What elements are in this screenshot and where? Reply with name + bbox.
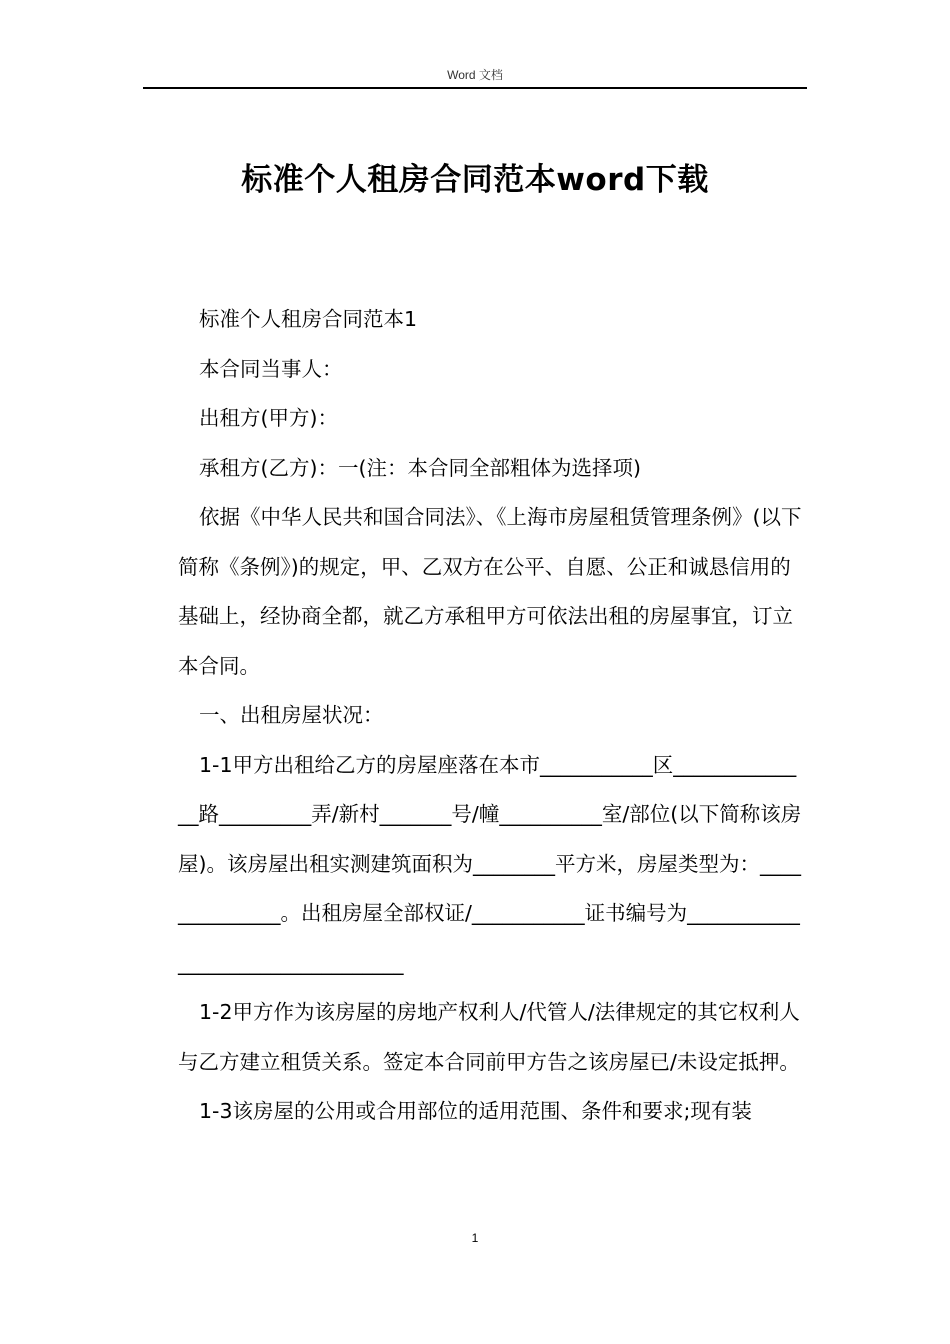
paragraph-clause-1-1: 1-1甲方出租给乙方的房屋座落在本市___________区______________路_________弄/新村_______号/幢__________室/部位(以下简称该房屋)。该房屋出租实测建筑面积为________平方米，房屋类型为：______________。出租房屋全部权证/___________证书编号为_________________________________: [178, 752, 802, 975]
paragraph-section-heading: 标准个人租房合同范本1: [199, 307, 418, 331]
header-divider: [143, 87, 807, 89]
paragraph-lessor: 出租方(甲方)：: [199, 406, 338, 430]
paragraph-clause-1-2: 1-2甲方作为该房屋的房地产权利人/代管人/法律规定的其它权利人与乙方建立租赁关系。签定本合同前甲方告之该房屋已/未设定抵押。: [178, 1000, 800, 1074]
document-body: [178, 295, 806, 1137]
paragraph-parties: 本合同当事人：: [199, 356, 343, 381]
paragraph-clause-1-heading: 一、出租房屋状况：: [199, 703, 384, 727]
paragraph-clause-1-3: 1-3该房屋的公用或合用部位的适用范围、条件和要求;现有装: [199, 1099, 752, 1123]
page-number: 1: [471, 1231, 479, 1245]
paragraph-lessee: 承租方(乙方)：一(注：本合同全部粗体为选择项): [199, 455, 641, 480]
page-header: Word 文档: [447, 68, 503, 82]
paragraph-basis: 依据《中华人民共和国合同法》、《上海市房屋租赁管理条例》(以下简称《条例》)的规定，甲、乙双方在公平、自愿、公正和诚恳信用的基础上，经协商全都，就乙方承租甲方可依法出租的房屋事宜，订立本合同。: [178, 505, 802, 678]
document-title: 标准个人租房合同范本word下载: [241, 162, 709, 198]
